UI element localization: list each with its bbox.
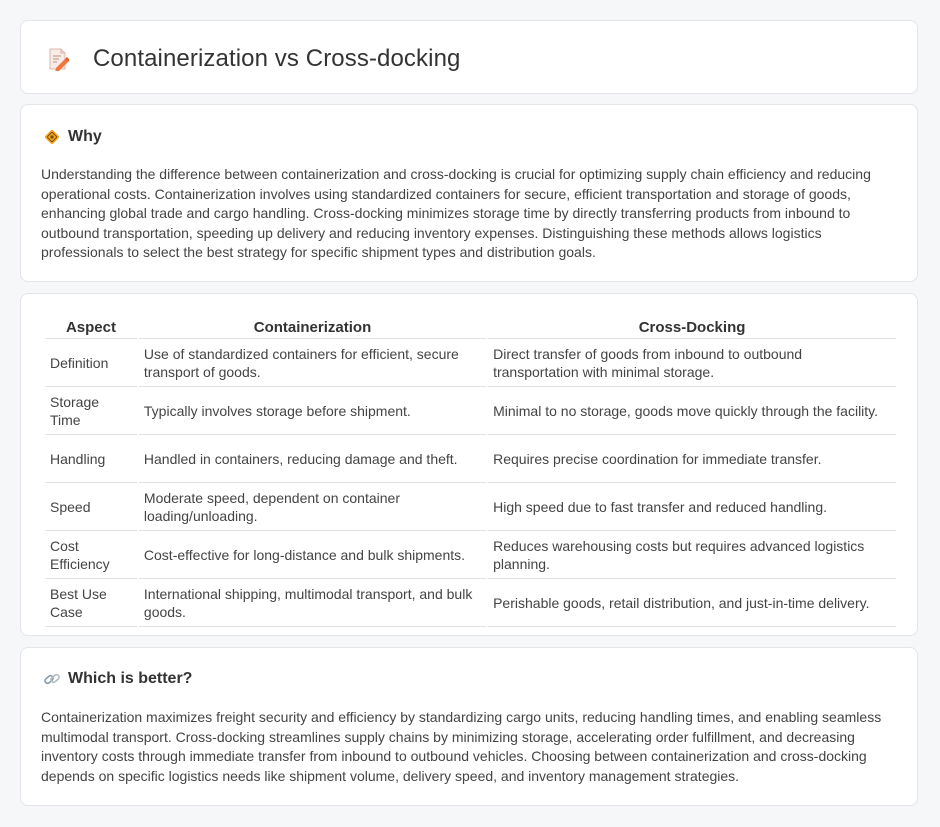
cross-docking-cell: Perishable goods, retail distribution, and just-in-time delivery. <box>488 579 896 627</box>
link-icon <box>43 670 61 688</box>
containerization-cell: Use of standardized containers for efficient, secure transport of goods. <box>139 339 486 387</box>
cross-docking-cell: High speed due to fast transfer and reduced handling. <box>488 483 896 531</box>
table-row <box>45 579 896 627</box>
comparison-table <box>43 316 898 627</box>
aspect-cell: Best Use Case <box>45 579 137 627</box>
document-edit-icon <box>47 47 69 71</box>
table-row <box>45 483 896 531</box>
title-row <box>47 45 460 73</box>
containerization-cell: Handled in containers, reducing damage and theft. <box>139 435 486 483</box>
header-cross-docking: Cross-Docking <box>488 316 896 339</box>
better-heading <box>43 670 192 688</box>
why-title: Why <box>68 128 102 145</box>
table-row <box>45 435 896 483</box>
aspect-cell: Speed <box>45 483 137 531</box>
which-better-section <box>20 647 918 806</box>
diamond-road-sign-icon <box>43 128 61 146</box>
better-body: Containerization maximizes freight security and efficiency by standardizing cargo units, reducing handling times, and enabling seamless multimodal transport. Cross-docking streamlines supply chains by minimizing storage, accelerating order fulfillment, and decreasing inventory costs through immediate transfer from inbound to outbound vehicles. Choosing between containerization and cross-docking depends on specific logistics needs like shipment volume, delivery speed, and inventory management strategies. <box>41 709 882 784</box>
comparison-section <box>20 293 918 636</box>
header-containerization: Containerization <box>139 316 486 339</box>
table-row <box>45 531 896 579</box>
better-title: Which is better? <box>68 670 193 687</box>
aspect-cell: Handling <box>45 435 137 483</box>
containerization-cell: Cost-effective for long-distance and bulk shipments. <box>139 531 486 579</box>
page-title: Containerization vs Cross-docking <box>93 45 461 72</box>
table-row <box>45 339 896 387</box>
table-row <box>45 387 896 435</box>
aspect-cell: Cost Efficiency <box>45 531 137 579</box>
cross-docking-cell: Requires precise coordination for immediate transfer. <box>488 435 896 483</box>
aspect-cell: Definition <box>45 339 137 387</box>
cross-docking-cell: Direct transfer of goods from inbound to outbound transportation with minimal storage. <box>488 339 896 387</box>
header-aspect: Aspect <box>45 316 137 339</box>
why-body: Understanding the difference between containerization and cross-docking is crucial for optimizing supply chain efficiency and reducing operational costs. Containerization involves using standardized containers for secure, efficient transportation and storage of goods, enhancing global trade and cargo handling. Cross-docking minimizes storage time by directly transferring products from inbound to outbound transportation, speeding up delivery and reducing inventory expenses. Distinguishing these methods allows logistics professionals to select the best strategy for specific shipment types and distribution goals. <box>41 166 871 261</box>
why-section <box>20 104 918 282</box>
cross-docking-cell: Reduces warehousing costs but requires advanced logistics planning. <box>488 531 896 579</box>
containerization-cell: Moderate speed, dependent on container loading/unloading. <box>139 483 486 531</box>
aspect-cell: Storage Time <box>45 387 137 435</box>
title-card <box>20 20 918 94</box>
containerization-cell: International shipping, multimodal transport, and bulk goods. <box>139 579 486 627</box>
why-heading <box>43 128 102 146</box>
table-header-row <box>45 316 896 339</box>
containerization-cell: Typically involves storage before shipment. <box>139 387 486 435</box>
cross-docking-cell: Minimal to no storage, goods move quickly through the facility. <box>488 387 896 435</box>
